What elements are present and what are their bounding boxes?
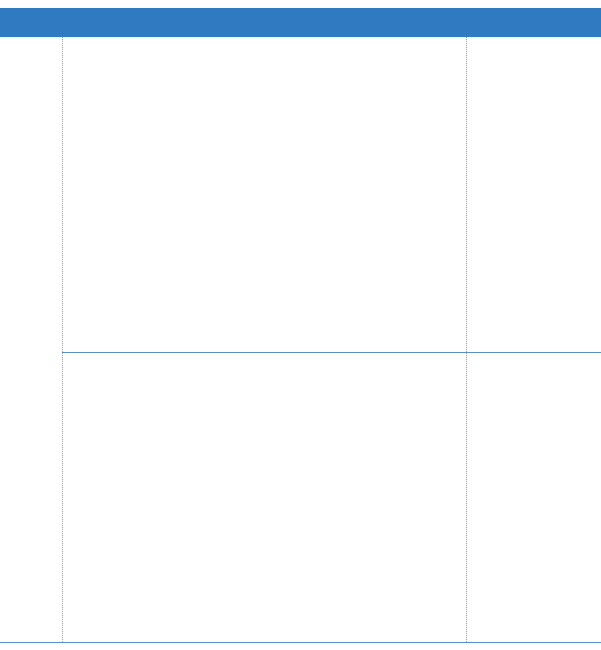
column-separator: [62, 37, 63, 642]
column-separator: [466, 37, 467, 642]
table-bottom-rule: [0, 642, 601, 643]
group-separator: [62, 352, 601, 353]
table-header: [0, 8, 601, 37]
